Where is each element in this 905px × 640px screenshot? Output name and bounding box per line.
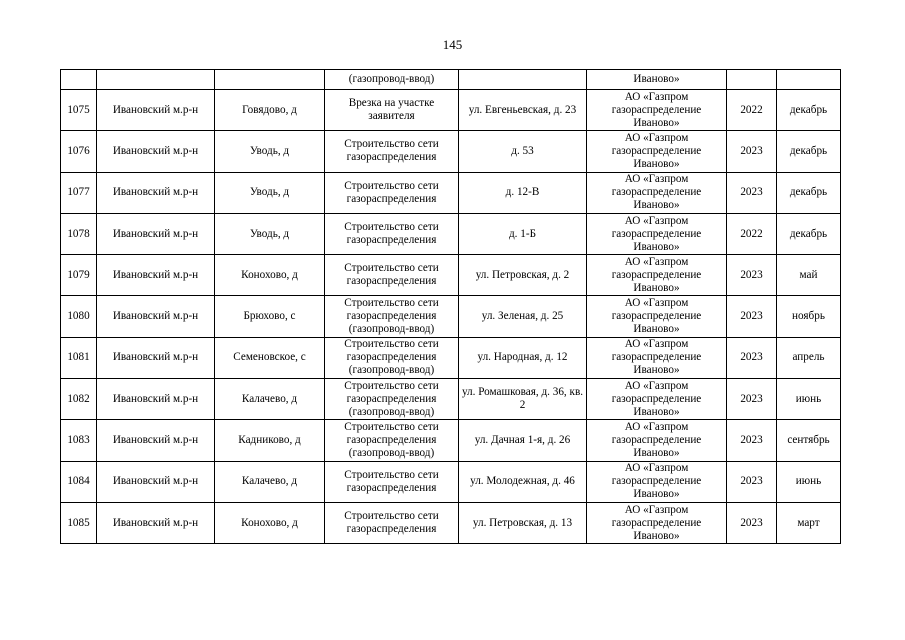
table-row	[61, 337, 841, 378]
cell-num: 1084	[61, 461, 97, 502]
cell-year	[727, 70, 777, 90]
cell-settlement: Калачево, д	[215, 379, 325, 420]
table-row	[61, 461, 841, 502]
cell-district: Ивановский м.р-н	[97, 337, 215, 378]
cell-year: 2022	[727, 213, 777, 254]
cell-org: АО «Газпром газораспределение Иваново»	[587, 337, 727, 378]
cell-year: 2023	[727, 337, 777, 378]
cell-settlement: Уводь, д	[215, 172, 325, 213]
cell-year: 2023	[727, 131, 777, 172]
table-row	[61, 90, 841, 131]
cell-settlement: Конохово, д	[215, 502, 325, 543]
cell-work: (газопровод-ввод)	[325, 70, 459, 90]
cell-month: май	[777, 255, 841, 296]
cell-district: Ивановский м.р-н	[97, 213, 215, 254]
cell-address: ул. Народная, д. 12	[459, 337, 587, 378]
cell-settlement: Конохово, д	[215, 255, 325, 296]
page-number: 145	[442, 37, 463, 52]
cell-year: 2023	[727, 255, 777, 296]
cell-work: Строительство сети газораспределения	[325, 172, 459, 213]
cell-district: Ивановский м.р-н	[97, 461, 215, 502]
cell-org: Иваново»	[587, 70, 727, 90]
cell-org: АО «Газпром газораспределение Иваново»	[587, 379, 727, 420]
cell-address: ул. Ромашковая, д. 36, кв. 2	[459, 379, 587, 420]
cell-year: 2023	[727, 379, 777, 420]
cell-district: Ивановский м.р-н	[97, 379, 215, 420]
cell-year: 2022	[727, 90, 777, 131]
cell-district: Ивановский м.р-н	[97, 420, 215, 461]
cell-district	[97, 70, 215, 90]
cell-work: Врезка на участке заявителя	[325, 90, 459, 131]
cell-work: Строительство сети газораспределения	[325, 255, 459, 296]
cell-num: 1083	[61, 420, 97, 461]
cell-month: апрель	[777, 337, 841, 378]
cell-settlement: Уводь, д	[215, 213, 325, 254]
cell-num: 1079	[61, 255, 97, 296]
cell-address: ул. Молодежная, д. 46	[459, 461, 587, 502]
cell-settlement: Уводь, д	[215, 131, 325, 172]
cell-address: д. 1-Б	[459, 213, 587, 254]
cell-month	[777, 70, 841, 90]
cell-address: д. 53	[459, 131, 587, 172]
cell-address: ул. Петровская, д. 13	[459, 502, 587, 543]
table-body	[61, 70, 841, 544]
cell-year: 2023	[727, 172, 777, 213]
cell-month: июнь	[777, 461, 841, 502]
table-row	[61, 255, 841, 296]
cell-num: 1082	[61, 379, 97, 420]
cell-address: ул. Петровская, д. 2	[459, 255, 587, 296]
cell-num: 1080	[61, 296, 97, 337]
cell-address	[459, 70, 587, 90]
table-row	[61, 502, 841, 543]
cell-district: Ивановский м.р-н	[97, 502, 215, 543]
cell-work: Строительство сети газораспределения (газопровод-ввод)	[325, 420, 459, 461]
cell-month: ноябрь	[777, 296, 841, 337]
table-row	[61, 213, 841, 254]
cell-district: Ивановский м.р-н	[97, 255, 215, 296]
cell-work: Строительство сети газораспределения	[325, 502, 459, 543]
cell-address: ул. Зеленая, д. 25	[459, 296, 587, 337]
cell-year: 2023	[727, 296, 777, 337]
cell-address: д. 12-В	[459, 172, 587, 213]
cell-num	[61, 70, 97, 90]
cell-org: АО «Газпром газораспределение Иваново»	[587, 172, 727, 213]
cell-work: Строительство сети газораспределения (газопровод-ввод)	[325, 296, 459, 337]
cell-district: Ивановский м.р-н	[97, 296, 215, 337]
cell-district: Ивановский м.р-н	[97, 90, 215, 131]
cell-org: АО «Газпром газораспределение Иваново»	[587, 255, 727, 296]
cell-month: декабрь	[777, 131, 841, 172]
cell-year: 2023	[727, 420, 777, 461]
cell-org: АО «Газпром газораспределение Иваново»	[587, 502, 727, 543]
table-row	[61, 131, 841, 172]
continuation-row	[61, 70, 841, 90]
cell-work: Строительство сети газораспределения	[325, 131, 459, 172]
cell-num: 1077	[61, 172, 97, 213]
cell-org: АО «Газпром газораспределение Иваново»	[587, 213, 727, 254]
cell-month: декабрь	[777, 172, 841, 213]
cell-work: Строительство сети газораспределения (газопровод-ввод)	[325, 379, 459, 420]
cell-year: 2023	[727, 502, 777, 543]
cell-num: 1078	[61, 213, 97, 254]
cell-year: 2023	[727, 461, 777, 502]
table-row	[61, 296, 841, 337]
cell-district: Ивановский м.р-н	[97, 131, 215, 172]
cell-num: 1085	[61, 502, 97, 543]
cell-org: АО «Газпром газораспределение Иваново»	[587, 461, 727, 502]
cell-district: Ивановский м.р-н	[97, 172, 215, 213]
cell-org: АО «Газпром газораспределение Иваново»	[587, 420, 727, 461]
cell-settlement: Брюхово, с	[215, 296, 325, 337]
cell-num: 1076	[61, 131, 97, 172]
cell-month: декабрь	[777, 213, 841, 254]
cell-org: АО «Газпром газораспределение Иваново»	[587, 131, 727, 172]
cell-settlement	[215, 70, 325, 90]
cell-address: ул. Евгеньевская, д. 23	[459, 90, 587, 131]
cell-work: Строительство сети газораспределения (газопровод-ввод)	[325, 337, 459, 378]
cell-settlement: Говядово, д	[215, 90, 325, 131]
cell-settlement: Семеновское, с	[215, 337, 325, 378]
cell-work: Строительство сети газораспределения	[325, 213, 459, 254]
cell-settlement: Калачево, д	[215, 461, 325, 502]
table-row	[61, 379, 841, 420]
cell-settlement: Кадниково, д	[215, 420, 325, 461]
cell-address: ул. Дачная 1-я, д. 26	[459, 420, 587, 461]
gasification-table	[60, 69, 841, 544]
cell-num: 1081	[61, 337, 97, 378]
cell-month: сентябрь	[777, 420, 841, 461]
cell-org: АО «Газпром газораспределение Иваново»	[587, 90, 727, 131]
cell-work: Строительство сети газораспределения	[325, 461, 459, 502]
cell-org: АО «Газпром газораспределение Иваново»	[587, 296, 727, 337]
table-row	[61, 420, 841, 461]
table-row	[61, 172, 841, 213]
cell-num: 1075	[61, 90, 97, 131]
cell-month: март	[777, 502, 841, 543]
cell-month: июнь	[777, 379, 841, 420]
cell-month: декабрь	[777, 90, 841, 131]
